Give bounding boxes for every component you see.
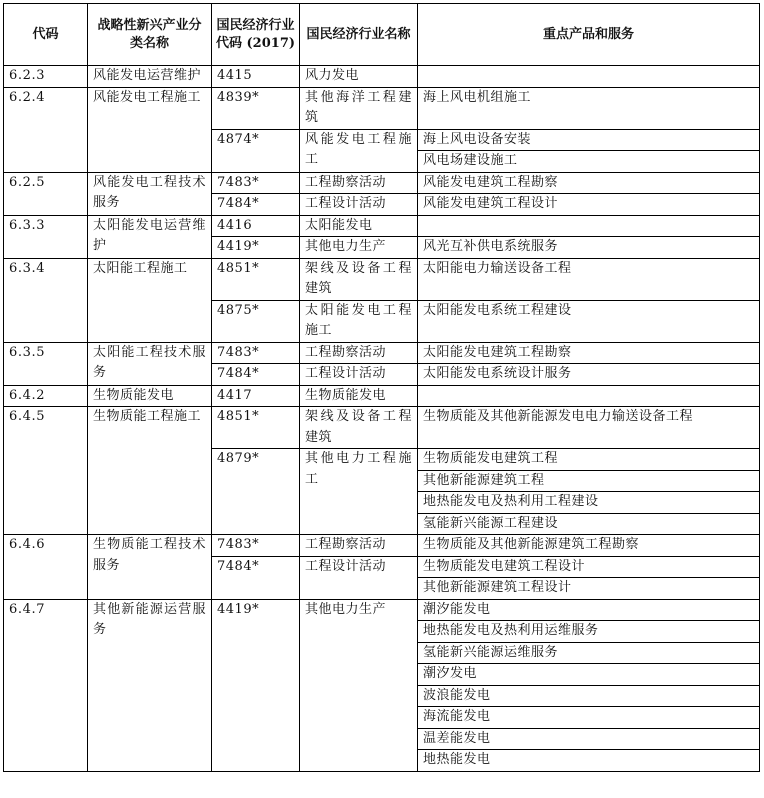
industry-name-cell: 风力发电 xyxy=(300,66,418,88)
key-product-cell: 地热能发电及热利用运维服务 xyxy=(418,621,760,643)
industry-name-cell: 架线及设备工程建筑 xyxy=(300,258,418,300)
industry-name-cell: 其他海洋工程建筑 xyxy=(300,87,418,129)
industry-code-cell: 4417 xyxy=(212,385,300,407)
industry-name-cell: 生物质能发电 xyxy=(300,385,418,407)
key-product-cell: 风电场建设施工 xyxy=(418,151,760,173)
table-body xyxy=(4,66,760,772)
industry-code-cell: 4851* xyxy=(212,407,300,449)
industry-code-cell: 7483* xyxy=(212,535,300,557)
table-row xyxy=(4,342,760,364)
industry-code-cell: 4851* xyxy=(212,258,300,300)
industry-code-cell: 7483* xyxy=(212,342,300,364)
header-category-name: 战略性新兴产业分类名称 xyxy=(88,4,212,66)
table-row xyxy=(4,66,760,88)
category-name-cell: 生物质能发电 xyxy=(88,385,212,407)
category-code-cell: 6.4.2 xyxy=(4,385,88,407)
industry-name-cell: 太阳能发电 xyxy=(300,215,418,237)
table-row xyxy=(4,385,760,407)
key-product-cell: 太阳能发电系统工程建设 xyxy=(418,300,760,342)
industry-code-cell: 4419* xyxy=(212,599,300,771)
category-name-cell: 风能发电工程施工 xyxy=(88,87,212,172)
table-row xyxy=(4,87,760,129)
table-row xyxy=(4,535,760,557)
industry-name-cell: 工程设计活动 xyxy=(300,364,418,386)
industry-name-cell: 工程设计活动 xyxy=(300,194,418,216)
key-product-cell: 氢能新兴能源运维服务 xyxy=(418,642,760,664)
industry-name-cell: 工程设计活动 xyxy=(300,556,418,599)
key-product-cell: 温差能发电 xyxy=(418,728,760,750)
category-name-cell: 太阳能工程施工 xyxy=(88,258,212,342)
industry-name-cell: 架线及设备工程建筑 xyxy=(300,407,418,449)
header-code: 代码 xyxy=(4,4,88,66)
category-code-cell: 6.3.4 xyxy=(4,258,88,342)
category-name-cell: 太阳能工程技术服务 xyxy=(88,342,212,385)
industry-code-cell: 4419* xyxy=(212,237,300,259)
industry-name-cell: 工程勘察活动 xyxy=(300,172,418,194)
category-name-cell: 生物质能工程施工 xyxy=(88,407,212,535)
header-industry-name: 国民经济行业名称 xyxy=(300,4,418,66)
industry-code-cell: 7484* xyxy=(212,364,300,386)
industry-code-cell: 4839* xyxy=(212,87,300,129)
industry-code-cell: 4874* xyxy=(212,129,300,172)
category-name-cell: 风能发电运营维护 xyxy=(88,66,212,88)
industry-name-cell: 工程勘察活动 xyxy=(300,535,418,557)
key-product-cell: 太阳能发电系统设计服务 xyxy=(418,364,760,386)
industry-code-cell: 4879* xyxy=(212,449,300,535)
industry-name-cell: 其他电力生产 xyxy=(300,237,418,259)
table-row xyxy=(4,172,760,194)
table-row xyxy=(4,407,760,449)
industry-code-cell: 7484* xyxy=(212,556,300,599)
industry-name-cell: 其他电力工程施工 xyxy=(300,449,418,535)
category-code-cell: 6.4.5 xyxy=(4,407,88,535)
key-product-cell: 生物质能及其他新能源发电电力输送设备工程 xyxy=(418,407,760,449)
category-name-cell: 生物质能工程技术服务 xyxy=(88,535,212,600)
key-product-cell xyxy=(418,385,760,407)
key-product-cell: 太阳能发电建筑工程勘察 xyxy=(418,342,760,364)
industry-name-cell: 工程勘察活动 xyxy=(300,342,418,364)
key-product-cell: 地热能发电及热利用工程建设 xyxy=(418,492,760,514)
category-code-cell: 6.3.5 xyxy=(4,342,88,385)
table-row xyxy=(4,258,760,300)
header-key-products: 重点产品和服务 xyxy=(418,4,760,66)
table-row xyxy=(4,215,760,237)
key-product-cell: 其他新能源建筑工程 xyxy=(418,470,760,492)
key-product-cell: 潮汐发电 xyxy=(418,664,760,686)
industry-name-cell: 其他电力生产 xyxy=(300,599,418,771)
industry-classification-table xyxy=(3,3,760,772)
key-product-cell: 太阳能电力输送设备工程 xyxy=(418,258,760,300)
category-code-cell: 6.2.3 xyxy=(4,66,88,88)
key-product-cell: 海上风电机组施工 xyxy=(418,87,760,129)
industry-code-cell: 7483* xyxy=(212,172,300,194)
key-product-cell xyxy=(418,215,760,237)
key-product-cell: 生物质能发电建筑工程 xyxy=(418,449,760,471)
key-product-cell: 风光互补供电系统服务 xyxy=(418,237,760,259)
category-name-cell: 风能发电工程技术服务 xyxy=(88,172,212,215)
key-product-cell: 氢能新兴能源工程建设 xyxy=(418,513,760,535)
key-product-cell: 其他新能源建筑工程设计 xyxy=(418,578,760,600)
key-product-cell: 生物质能发电建筑工程设计 xyxy=(418,556,760,578)
category-name-cell: 太阳能发电运营维护 xyxy=(88,215,212,258)
key-product-cell: 波浪能发电 xyxy=(418,685,760,707)
industry-name-cell: 风能发电工程施工 xyxy=(300,129,418,172)
category-code-cell: 6.2.5 xyxy=(4,172,88,215)
table-header-row xyxy=(4,4,760,66)
industry-name-cell: 太阳能发电工程施工 xyxy=(300,300,418,342)
category-code-cell: 6.4.7 xyxy=(4,599,88,771)
category-code-cell: 6.4.6 xyxy=(4,535,88,600)
key-product-cell: 生物质能及其他新能源建筑工程勘察 xyxy=(418,535,760,557)
key-product-cell: 地热能发电 xyxy=(418,750,760,772)
key-product-cell: 潮汐能发电 xyxy=(418,599,760,621)
industry-code-cell: 4415 xyxy=(212,66,300,88)
key-product-cell: 海上风电设备安装 xyxy=(418,129,760,151)
category-code-cell: 6.2.4 xyxy=(4,87,88,172)
key-product-cell xyxy=(418,66,760,88)
category-name-cell: 其他新能源运营服务 xyxy=(88,599,212,771)
industry-code-cell: 4416 xyxy=(212,215,300,237)
key-product-cell: 海流能发电 xyxy=(418,707,760,729)
key-product-cell: 风能发电建筑工程设计 xyxy=(418,194,760,216)
classification-table-wrapper xyxy=(3,3,760,772)
industry-code-cell: 4875* xyxy=(212,300,300,342)
header-industry-code: 国民经济行业代码 (2017) xyxy=(212,4,300,66)
table-row xyxy=(4,599,760,621)
category-code-cell: 6.3.3 xyxy=(4,215,88,258)
key-product-cell: 风能发电建筑工程勘察 xyxy=(418,172,760,194)
industry-code-cell: 7484* xyxy=(212,194,300,216)
